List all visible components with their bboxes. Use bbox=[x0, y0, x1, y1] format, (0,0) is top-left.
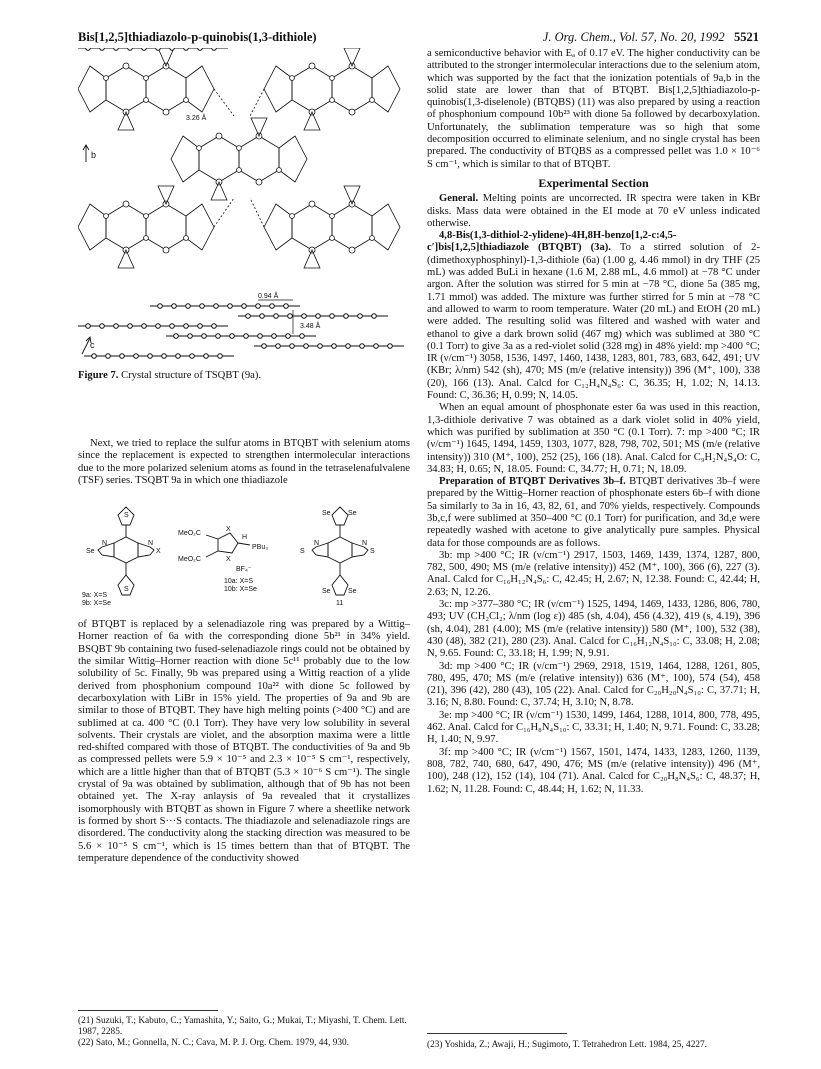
paragraph: Next, we tried to replace the sulfur atoms in BTQBT with selenium atoms since the replacement is expected to strengthen intermolecular interactions due to the more polarized selenium atoms as found in the tetraselenafulvalene (TSF) series. TSQBT 9a in which one thiadiazole bbox=[78, 438, 410, 486]
molecule-bottom-left bbox=[78, 186, 214, 268]
right-column bbox=[427, 48, 760, 796]
atom-se: Se bbox=[322, 510, 331, 518]
figure-caption bbox=[78, 370, 261, 381]
atom-s: S bbox=[124, 586, 129, 594]
label-11: 11 bbox=[336, 600, 344, 608]
counter-ion: BF₄⁻ bbox=[236, 566, 252, 574]
atom-s: S bbox=[124, 512, 129, 520]
paragraph-text: Melting points are uncorrected. IR spectra were taken in KBr disks. Mass data were obtained in the EI mode at 70 eV unless indicated otherwise. bbox=[427, 193, 760, 229]
run-in-head: 4,8-Bis(1,3-dithiol-2-ylidene)-4H,8H-benzo[1,2-c:4,5-c′]bis[1,2,5]thiadiazole (BTQBT) (3a). bbox=[427, 230, 677, 254]
footnote-22: (22) Sato, M.; Gonnella, N. C.; Cava, M. P. J. Org. Chem. 1979, 44, 930. bbox=[78, 1038, 349, 1048]
contact-line bbox=[250, 89, 264, 116]
molecule-bottom-right bbox=[264, 186, 400, 268]
stack-chain bbox=[84, 354, 234, 359]
crystal-structure-figure bbox=[78, 48, 408, 366]
atom-se: Se bbox=[322, 588, 331, 596]
label-10a: 10a: X=S bbox=[224, 578, 253, 586]
ester-group: MeO₂C bbox=[178, 556, 201, 564]
atom-s: S bbox=[300, 548, 305, 556]
footnote-rule bbox=[78, 1010, 218, 1011]
paragraph-text: To a stirred solution of 2-(dimethoxyphosphinyl)-1,3-dithiole (6a) (1.00 g, 4.46 mmol) in dry THF (25 mL) was added BuLi in hexane (1.6 M, 2.88 mL, 4.6 mmol) at −78 °C under argon. After the solution was stirred for 5 min at −78 °C, dione 5a (385 mg, 1.71 mmol) was added. The mixture was further stirred for 5 min at −78 °C and allowed to warm to room temperature. Water (20 mL) and EtOH (20 mL) were added. The resulting solid was filtered and washed with water and ethanol to give a dark brown solid (467 mg) which was sublimed at 380 °C (0.1 Torr) to give 3a as a red-violet solid (328 mg) in 48% yield: mp >400 °C; IR (ν/cm⁻¹) 3058, 1536, 1497, 1460, 1438, 1283, 801, 783, 683, 642, 491; UV (KBr; λ/nm) 542 (sh), 470; MS (m/e (relative intensity)) 396 (M⁺, 100), 338 (20), 166 (13). Anal. Calcd for C₁₂H₄N₄S₆: C, 36.35; H, 1.02; N, 14.13. Found: C, 36.36; H, 0.99; N, 14.05. bbox=[427, 242, 760, 402]
stack-chain bbox=[78, 324, 228, 329]
label-10b: 10b: X=Se bbox=[224, 586, 257, 594]
run-in-head: General. bbox=[439, 193, 479, 205]
atom-n: N bbox=[362, 540, 368, 548]
atom-n: N bbox=[102, 540, 108, 548]
contact-line bbox=[250, 198, 264, 227]
page-number: 5521 bbox=[734, 30, 759, 44]
journal-citation: J. Org. Chem., Vol. 57, No. 20, 1992 bbox=[542, 30, 725, 44]
figure-caption-text: Crystal structure of TSQBT (9a). bbox=[121, 370, 262, 381]
atom-x: X bbox=[226, 526, 231, 534]
footnotes-right bbox=[427, 1040, 760, 1051]
footnote-21: (21) Suzuki, T.; Kabuto, C.; Yamashita, Y.; Saito, G.; Mukai, T.; Miyashi, T. Chem. Lett. 1987, 2285. bbox=[78, 1016, 407, 1037]
footnote-rule bbox=[427, 1033, 567, 1034]
label-9b: 9b: X=Se bbox=[82, 600, 111, 608]
stack-chain bbox=[166, 334, 316, 339]
data-3f: 3f: mp >400 °C; IR (ν/cm⁻¹) 1567, 1501, 1474, 1433, 1283, 1260, 1139, 808, 782, 740, 680, 647, 490, 476; MS (m/e (relative intensity)) 496 (M⁺, 100), 248 (12), 152 (14), 104 (71). Anal. Calcd for C₂₀H₈N₄S₆: C, 48.37; H, 1.62; N, 11.28. Found: C, 48.44; H, 1.62; N, 11.33. bbox=[427, 746, 760, 795]
label-9a: 9a: X=S bbox=[82, 592, 108, 600]
contact-line bbox=[214, 89, 234, 116]
data-3e: 3e: mp >400 °C; IR (ν/cm⁻¹) 1530, 1499, 1464, 1288, 1014, 800, 778, 495, 462. Anal. Calcd for C₁₆H₈N₄S₁₀: C, 33.31; H, 1.40; N, 9.71. Found: C, 33.28; H, 1.40; N, 9.97. bbox=[427, 709, 760, 746]
structure-11 bbox=[312, 507, 368, 595]
atom-n: N bbox=[148, 540, 154, 548]
molecule-top-right bbox=[264, 48, 400, 130]
contact-line bbox=[214, 198, 234, 227]
footnote-23: (23) Yoshida, Z.; Awaji, H.; Sugimoto, T. Tetrahedron Lett. 1984, 25, 4227. bbox=[427, 1040, 707, 1050]
ester-group: MeO₂C bbox=[178, 530, 201, 538]
distance-label-094: 0.94 Å bbox=[258, 293, 279, 300]
section-title: Experimental Section bbox=[538, 175, 649, 190]
packing-view bbox=[78, 48, 400, 268]
atom-se: Se bbox=[348, 588, 357, 596]
atom-se: Se bbox=[348, 510, 357, 518]
distance-label-326: 3.26 Å bbox=[186, 115, 207, 122]
footnotes-left bbox=[78, 1016, 410, 1049]
axis-c-label: c bbox=[90, 340, 95, 350]
axis-b-arrow bbox=[83, 145, 89, 162]
stack-chain bbox=[254, 344, 404, 349]
atom-n: N bbox=[314, 540, 320, 548]
left-column bbox=[78, 438, 410, 865]
atom-h: H bbox=[242, 534, 248, 542]
axis-b-label: b bbox=[91, 150, 97, 160]
paragraph: a semiconductive behavior with Eₐ of 0.17 eV. The higher conductivity can be attributed to the stronger intermolecular interactions due to the selenium atom, which was supported by the fact that the ionization potentials of 9a,b in the solid state are lower than that of BTQBT. Bis[1,2,5]thiadiazolo-p-quinobis(1,3-diselenole) (BTQBS) (11) was also prepared by using a reaction of phosphonium compound 10b²³ with dione 5a followed by decarboxylation. Unfortunately, the sublimation temperature was so high that some decomposition occurred to eliminate selenium, and no single crystal has been prepared. The conductivity of BTQBS as a compressed pellet was 1.0 × 10⁻⁶ S cm⁻¹, which is similar to that of BTQBT. bbox=[427, 48, 760, 170]
paragraph-text: BTQBT derivatives 3b–f were prepared by the Wittig–Horner reaction of phosphonate esters 6b–f with dione 5a similarly to 3a in 16, 43, 82, 61, and 70% yields, respectively. Compounds 3b,c,f were sublimed at 350–400 °C (0.1 Torr) for purification, and 3d,e were repeatedly washed with acetone to give analytically pure samples. Physical data for those compounds are as follows. bbox=[427, 476, 760, 549]
data-3c: 3c: mp >377–380 °C; IR (ν/cm⁻¹) 1525, 1494, 1469, 1433, 1286, 806, 780, 493; UV (CH₂Cl₂; λ/nm (log ε)) 485 (sh, 4.04), 456 (4.32), 419 (s, 4.19), 396 (sh, 4.04), 281 (4.00); MS (m/e (relative intensity)) 580 (M⁺, 100), 532 (38), 430 (48), 382 (21), 280 (23). Anal. Calcd for C₁₆H₁₂N₄S₁₀: C, 33.08; H, 2.08; N, 9.65. Found: C, 33.18; H, 1.99; N, 9.91. bbox=[427, 599, 760, 660]
run-in-head: Preparation of BTQBT Derivatives 3b–f. bbox=[439, 476, 626, 488]
data-3b: 3b: mp >400 °C; IR (ν/cm⁻¹) 2917, 1503, 1469, 1439, 1374, 1287, 800, 782, 500, 490; MS (m/e (relative intensity)) 452 (M⁺, 100), 366 (6), 227 (3). Anal. Calcd for C₁₆H₁₂N₄S₆: C, 42.45; H, 2.67; N, 12.38. Found: C, 42.44; H, 2.63; N, 12.26. bbox=[427, 549, 760, 598]
figure-number: Figure 7. bbox=[78, 370, 119, 381]
atom-x: X bbox=[226, 556, 231, 564]
molecule-center bbox=[171, 118, 307, 200]
atom-x: X bbox=[156, 548, 161, 556]
paragraph-prep bbox=[427, 476, 760, 550]
atom-se: Se bbox=[86, 548, 95, 556]
phosphonium: PBu₃ bbox=[252, 544, 269, 552]
paragraph: When an equal amount of phosphonate ester 6a was used in this reaction, 1,3-dithiole derivative 7 was obtained as a dark violet solid in 40% yield, which was purified by sublimation at 350 °C (0.1 Torr). 7: mp >400 °C; IR (ν/cm⁻¹) 1645, 1494, 1459, 1303, 1077, 828, 798, 702, 501; MS (m/e (relative intensity)) 310 (M⁺, 100), 252 (25), 166 (18). Anal. Calcd for C₉H₂N₄S₄O: C, 34.83; H, 0.65; N, 18.05. Found: C, 34.77; H, 0.71; N, 18.09. bbox=[427, 402, 760, 475]
running-head-journal bbox=[543, 30, 759, 45]
stack-chain bbox=[150, 304, 300, 309]
chemical-scheme bbox=[78, 495, 410, 613]
paragraph-3a bbox=[427, 230, 760, 402]
running-head-title: Bis[1,2,5]thiadiazolo-p-quinobis(1,3-dithiole) bbox=[78, 30, 317, 44]
paragraph-general bbox=[427, 193, 760, 230]
stack-chain bbox=[238, 314, 388, 319]
atom-s: S bbox=[370, 548, 375, 556]
data-3d: 3d: mp >400 °C; IR (ν/cm⁻¹) 2969, 2918, 1519, 1464, 1288, 1261, 805, 780, 495, 470; MS (m/e (relative intensity)) 636 (M⁺, 100), 574 (54), 458 (21), 396 (42), 280 (43), 105 (22). Anal. Calcd for C₂₀H₂₀N₄S₁₀: C, 37.71; H, 3.16; N, 8.80. Found: C, 37.74; H, 3.10; N, 8.78. bbox=[427, 660, 760, 709]
distance-label-348: 3.48 Å bbox=[300, 323, 321, 330]
paragraph: of BTQBT is replaced by a selenadiazole ring was prepared by a Wittig–Horner reaction of 6a with the corresponding dione 5b²¹ in 34% yield. BSQBT 9b containing two fused-selenadiazole rings could not be obtained by the similar Wittig–Horner reaction with dione 5c¹¹ probably due to the low solubility of 5c. Finally, 9b was prepared using a Wittig reaction of a ylide derived from phosphonium compound 10a²² with dione 5c followed by decarboxylation with LiBr in 15% yield. The properties of 9a and 9b are similar to those of BTQBT. They have high melting points (>400 °C) and are sublimed at ca. 400 °C (0.1 Torr). They have very low solubility in several solvents. Their crystals are violet, and the absorption maxima were a little red-shifted compared with those of BTQBT. The conductivities of 9a and 9b as compressed pellets were 5.9 × 10⁻⁵ and 2.3 × 10⁻⁵ S cm⁻¹, respectively, which are a little higher than that of BTQBT (5.3 × 10⁻⁶ S cm⁻¹). The single crystal of 9a was obtained by sublimation, although that of 9b has not been obtained yet. The X-ray anlaysis of 9a revealed that it crystallizes isomorphously with BTQBT as shown in Figure 7 where a sheetlike network is formed by short S···S contacts. The thiadiazole and selenadiazole rings are disordered. The conductivity along the stacking direction was measured to be 5.6 × 10⁻⁵ S cm⁻¹, which is 15 times bettern than that of BTQBT. The temperature dependence of the conductivity showed bbox=[78, 619, 410, 864]
structure-9 bbox=[98, 507, 154, 595]
